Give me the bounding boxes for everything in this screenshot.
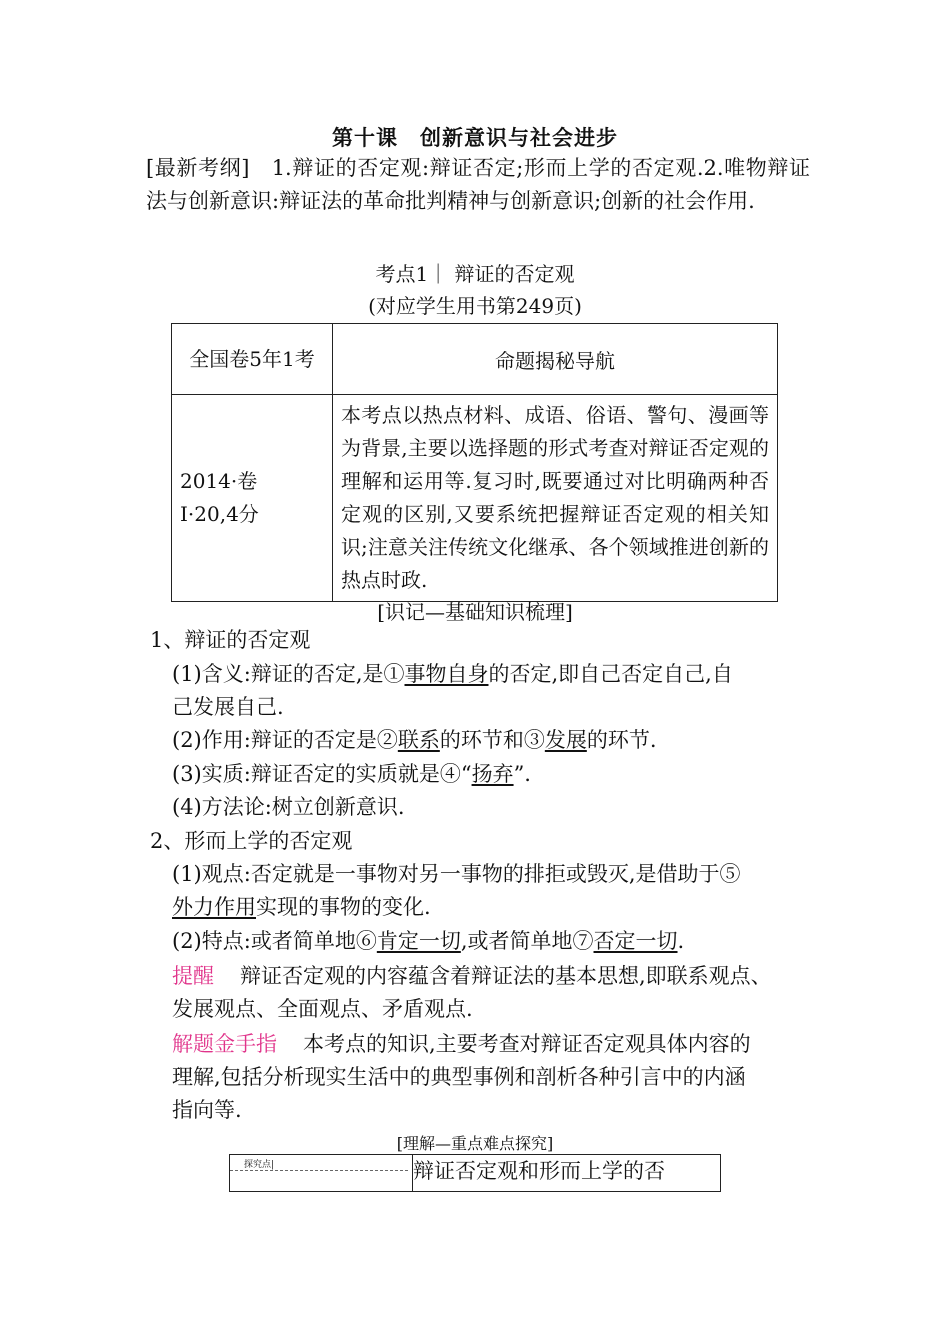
s2-item2-pre: (2)特点:或者简单地⑥ <box>172 929 377 953</box>
section2-title: 2、形而上学的否定观 <box>150 829 353 853</box>
outline-label: [最新考纲] <box>146 156 250 180</box>
reminder-text1: 辩证否定观的内容蕴含着辩证法的基本思想,即联系观点、 <box>240 964 772 988</box>
point-reference: (对应学生用书第249页) <box>368 294 582 318</box>
navigation-description: 本考点以热点材料、成语、俗语、警句、漫画等为背景,主要以选择题的形式考查对辩证否定观的理解和运用等.复习时,既要通过对比明确两种否定观的区别,又要系统把握辩证否定观的相关知识;注意关注传统文化继承、各个领域推进创新的热点时政. <box>333 395 778 602</box>
s2-item2 <box>172 925 684 958</box>
explore-title: 辩证否定观和形而上学的否 <box>413 1155 721 1192</box>
blank-answer: 事物自身 <box>404 662 489 686</box>
s1-item3-pre: (3)实质:辩证否定的实质就是④“ <box>172 762 472 786</box>
s1-item1 <box>172 658 733 691</box>
page-title: 第十课 创新意识与社会进步 <box>332 125 618 150</box>
explore-label: 探究点| <box>230 1155 408 1171</box>
blank-answer: 扬弃 <box>471 762 514 786</box>
explore-table <box>229 1154 721 1192</box>
s2-item1-post: 实现的事物的变化. <box>256 895 431 919</box>
s1-item1-pre: (1)含义:辩证的否定,是① <box>172 662 405 686</box>
reminder-label: 提醒 <box>172 964 214 988</box>
exam-record-line2: Ⅰ·20,4分 <box>180 502 259 526</box>
reminder-line1 <box>172 960 772 993</box>
explore-label-cell <box>230 1155 413 1192</box>
table-header-left: 全国卷5年1考 <box>172 324 333 395</box>
blank-answer: 肯定一切 <box>376 929 461 953</box>
basics-heading: [识记—基础知识梳理] <box>377 600 573 624</box>
understand-heading: [理解—重点难点探究] <box>396 1134 554 1153</box>
blank-answer: 否定一切 <box>593 929 678 953</box>
s1-item3-post: ”. <box>513 762 531 786</box>
blank-answer: 联系 <box>397 728 440 752</box>
s2-item1: (1)观点:否定就是一事物对另一事物的排拒或毁灭,是借助于⑤ <box>172 862 741 886</box>
s1-item1-line2: 己发展自己. <box>172 695 284 719</box>
s1-item1-post: 的否定,即自己否定自己,自 <box>488 662 733 686</box>
section1-title: 1、辩证的否定观 <box>150 628 311 652</box>
s1-item2-mid: 的环节和③ <box>439 728 545 752</box>
tip-line2: 理解,包括分析现实生活中的典型事例和剖析各种引言中的内涵 <box>172 1065 746 1089</box>
blank-answer: 外力作用 <box>172 895 256 919</box>
table-header-right: 命题揭秘导航 <box>333 324 778 395</box>
tip-line3: 指向等. <box>172 1098 242 1122</box>
point-heading: 考点1｜ 辩证的否定观 <box>375 262 575 286</box>
s2-item1-line2 <box>172 891 431 924</box>
explore-row <box>230 1155 721 1192</box>
tip-text1: 本考点的知识,主要考查对辩证否定观具体内容的 <box>303 1032 751 1056</box>
s1-item4: (4)方法论:树立创新意识. <box>172 795 405 819</box>
table-header-row <box>172 324 778 395</box>
s1-item2 <box>172 724 657 757</box>
s2-item2-post: . <box>677 929 685 953</box>
outline-text: 1.辩证的否定观:辩证否定;形而上学的否定观.2.唯物辩证法与创新意识:辩证法的革命批判精神与创新意识;创新的社会作用. <box>146 156 810 213</box>
reminder-line2: 发展观点、全面观点、矛盾观点. <box>172 997 473 1021</box>
blank-answer: 发展 <box>544 728 587 752</box>
exam-record-line1: 2014·卷 <box>180 469 258 493</box>
s1-item2-post: 的环节. <box>586 728 657 752</box>
exam-table <box>171 323 778 602</box>
s2-item2-mid: ,或者简单地⑦ <box>460 929 594 953</box>
exam-record-cell <box>172 395 333 602</box>
table-body-row <box>172 395 778 602</box>
s1-item3 <box>172 758 531 791</box>
s1-item2-pre: (2)作用:辩证的否定是② <box>172 728 398 752</box>
tip-line1 <box>172 1028 751 1061</box>
tip-label: 解题金手指 <box>172 1032 277 1056</box>
exam-outline <box>146 152 810 218</box>
